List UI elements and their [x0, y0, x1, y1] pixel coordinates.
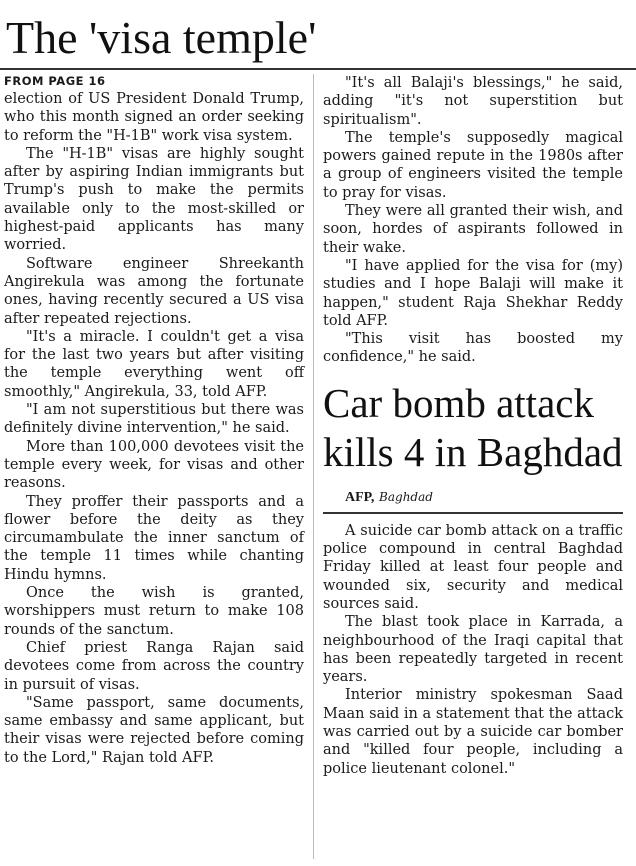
byline-place: Baghdad [379, 489, 433, 504]
story1-paragraph: "It's all Balaji's blessings," he said, adding "it's not superstition but spiritualism". [323, 75, 623, 128]
story2-headline: Car bomb attack kills 4 in Baghdad [323, 379, 623, 475]
byline-rule [323, 512, 623, 514]
story1-paragraph: They proffer their passports and a flower before the deity as they circumambulate the inner sanctum of the temple 11 times while chanting Hindu hymns. [4, 493, 304, 583]
story1-paragraph: Once the wish is granted, worshippers must return to make 108 rounds of the sanctum. [4, 585, 304, 638]
story2-byline [323, 487, 623, 508]
story1-paragraph: election of US President Donald Trump, who this month signed an order seeking to reform the "H-1B" work visa system. [4, 91, 304, 144]
story2-paragraph: The blast took place in Karrada, a neighbourhood of the Iraqi capital that has been repeatedly targeted in recent years. [323, 614, 623, 686]
story1-paragraph: "I have applied for the visa for (my) studies and I hope Balaji will make it happen," student Raja Shekhar Reddy told AFP. [323, 257, 623, 329]
story2-paragraph: Interior ministry spokesman Saad Maan said in a statement that the attack was carried out by a suicide car bomber and "killed four people, including a police lieutenant colonel." [323, 687, 623, 777]
story1-headline: The 'visa temple' [6, 12, 317, 63]
story1-paragraph: "Same passport, same documents, same embassy and same applicant, but their visas were rejected before coming to the Lord," Rajan told AFP. [4, 694, 304, 766]
story1-paragraph: More than 100,000 devotees visit the temple every week, for visas and other reasons. [4, 438, 304, 492]
story1-paragraph: Software engineer Shreekanth Angirekula was among the fortunate ones, having recently secured a US visa after repeated rejections. [4, 255, 304, 327]
right-column [323, 74, 623, 778]
headline-rule [0, 68, 636, 70]
story2-paragraph: A suicide car bomb attack on a traffic police compound in central Baghdad Friday killed at least four people and wounded six, security and medical sources said. [323, 522, 623, 612]
from-page-label: FROM PAGE 16 [4, 74, 106, 88]
story1-paragraph: The temple's supposedly magical powers gained repute in the 1980s after a group of engineers visited the temple to pray for visas. [323, 129, 623, 201]
story1-paragraph: The "H-1B" visas are highly sought after by aspiring Indian immigrants but Trump's push to make the permits available only to the most-skilled or highest-paid applicants has many worried. [4, 145, 304, 254]
story1-column-left [4, 74, 304, 767]
story1-paragraph: "I am not superstitious but there was definitely divine intervention," he said. [4, 402, 304, 437]
column-divider [313, 74, 314, 859]
story1-paragraph: "This visit has boosted my confidence," he said. [323, 331, 623, 366]
story1-paragraph: Chief priest Ranga Rajan said devotees come from across the country in pursuit of visas. [4, 639, 304, 693]
byline-agency: AFP, [345, 489, 375, 505]
story1-paragraph: "It's a miracle. I couldn't get a visa for the last two years but after visiting the temple everything went off smoothly," Angirekula, 33, told AFP. [4, 328, 304, 400]
story1-paragraph: They were all granted their wish, and soon, hordes of aspirants followed in their wake. [323, 203, 623, 256]
